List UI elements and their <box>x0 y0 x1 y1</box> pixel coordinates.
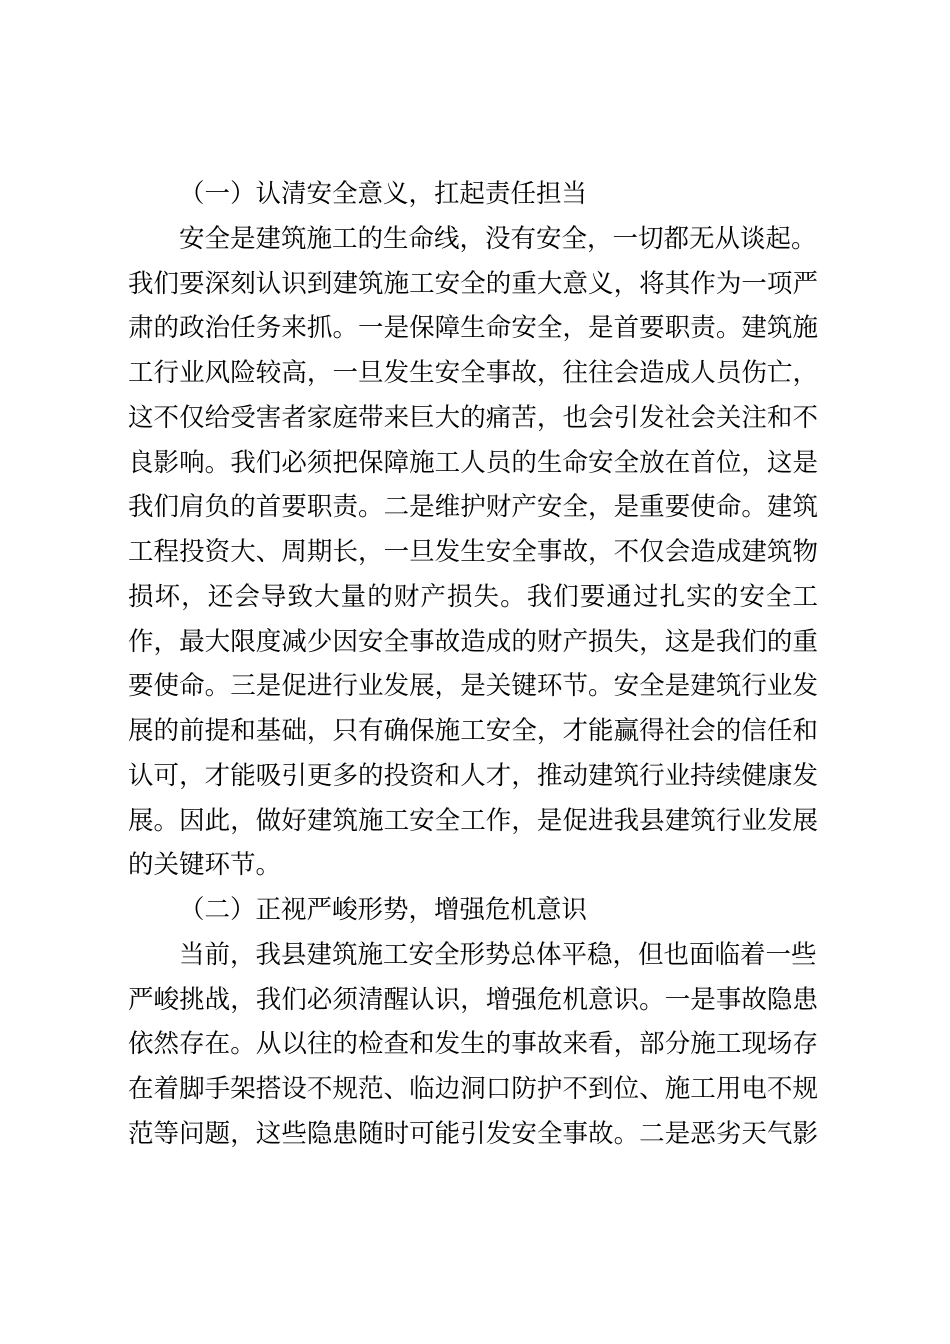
paragraph-line: 这不仅给受害者家庭带来巨大的痛苦，也会引发社会关注和不 <box>128 402 818 433</box>
paragraph-line: 范等问题，这些隐患随时可能引发安全事故。二是恶劣天气影 <box>128 1118 818 1149</box>
paragraph-line: 展。因此，做好建筑施工安全工作，是促进我县建筑行业发展 <box>128 805 818 836</box>
paragraph-line: 我们要深刻认识到建筑施工安全的重大意义，将其作为一项严 <box>128 268 818 299</box>
paragraph-line: 在着脚手架搭设不规范、临边洞口防护不到位、施工用电不规 <box>128 1074 818 1104</box>
paragraph-line: 的关键环节。 <box>128 850 282 881</box>
paragraph-line: 肃的政治任务来抓。一是保障生命安全，是首要职责。建筑施 <box>128 313 818 344</box>
paragraph-line: 良影响。我们必须把保障施工人员的生命安全放在首位，这是 <box>128 447 818 478</box>
section-heading-2: （二）正视严峻形势，增强危机意识 <box>179 895 588 925</box>
paragraph-line: 安全是建筑施工的生命线，没有安全，一切都无从谈起。 <box>179 223 817 254</box>
paragraph-line: 展的前提和基础，只有确保施工安全，才能赢得社会的信任和 <box>128 716 818 746</box>
paragraph-line: 损坏，还会导致大量的财产损失。我们要通过扎实的安全工 <box>128 581 818 612</box>
paragraph-line: 严峻挑战，我们必须清醒认识，增强危机意识。一是事故隐患 <box>128 984 818 1015</box>
paragraph-line: 认可，才能吸引更多的投资和人才，推动建筑行业持续健康发 <box>128 760 818 791</box>
paragraph-line: 工程投资大、周期长，一旦发生安全事故，不仅会造成建筑物 <box>128 537 818 567</box>
document-body <box>128 172 818 1157</box>
paragraph-line: 当前，我县建筑施工安全形势总体平稳，但也面临着一些 <box>179 939 817 970</box>
paragraph-line: 作，最大限度减少因安全事故造成的财产损失，这是我们的重 <box>128 626 818 657</box>
paragraph-line: 依然存在。从以往的检查和发生的事故来看，部分施工现场存 <box>128 1029 818 1060</box>
paragraph-line: 工行业风险较高，一旦发生安全事故，往往会造成人员伤亡， <box>128 358 818 388</box>
section-heading-1: （一）认清安全意义，扛起责任担当 <box>179 179 588 209</box>
paragraph-line: 要使命。三是促进行业发展，是关键环节。安全是建筑行业发 <box>128 671 818 702</box>
paragraph-line: 我们肩负的首要职责。二是维护财产安全，是重要使命。建筑 <box>128 492 818 523</box>
